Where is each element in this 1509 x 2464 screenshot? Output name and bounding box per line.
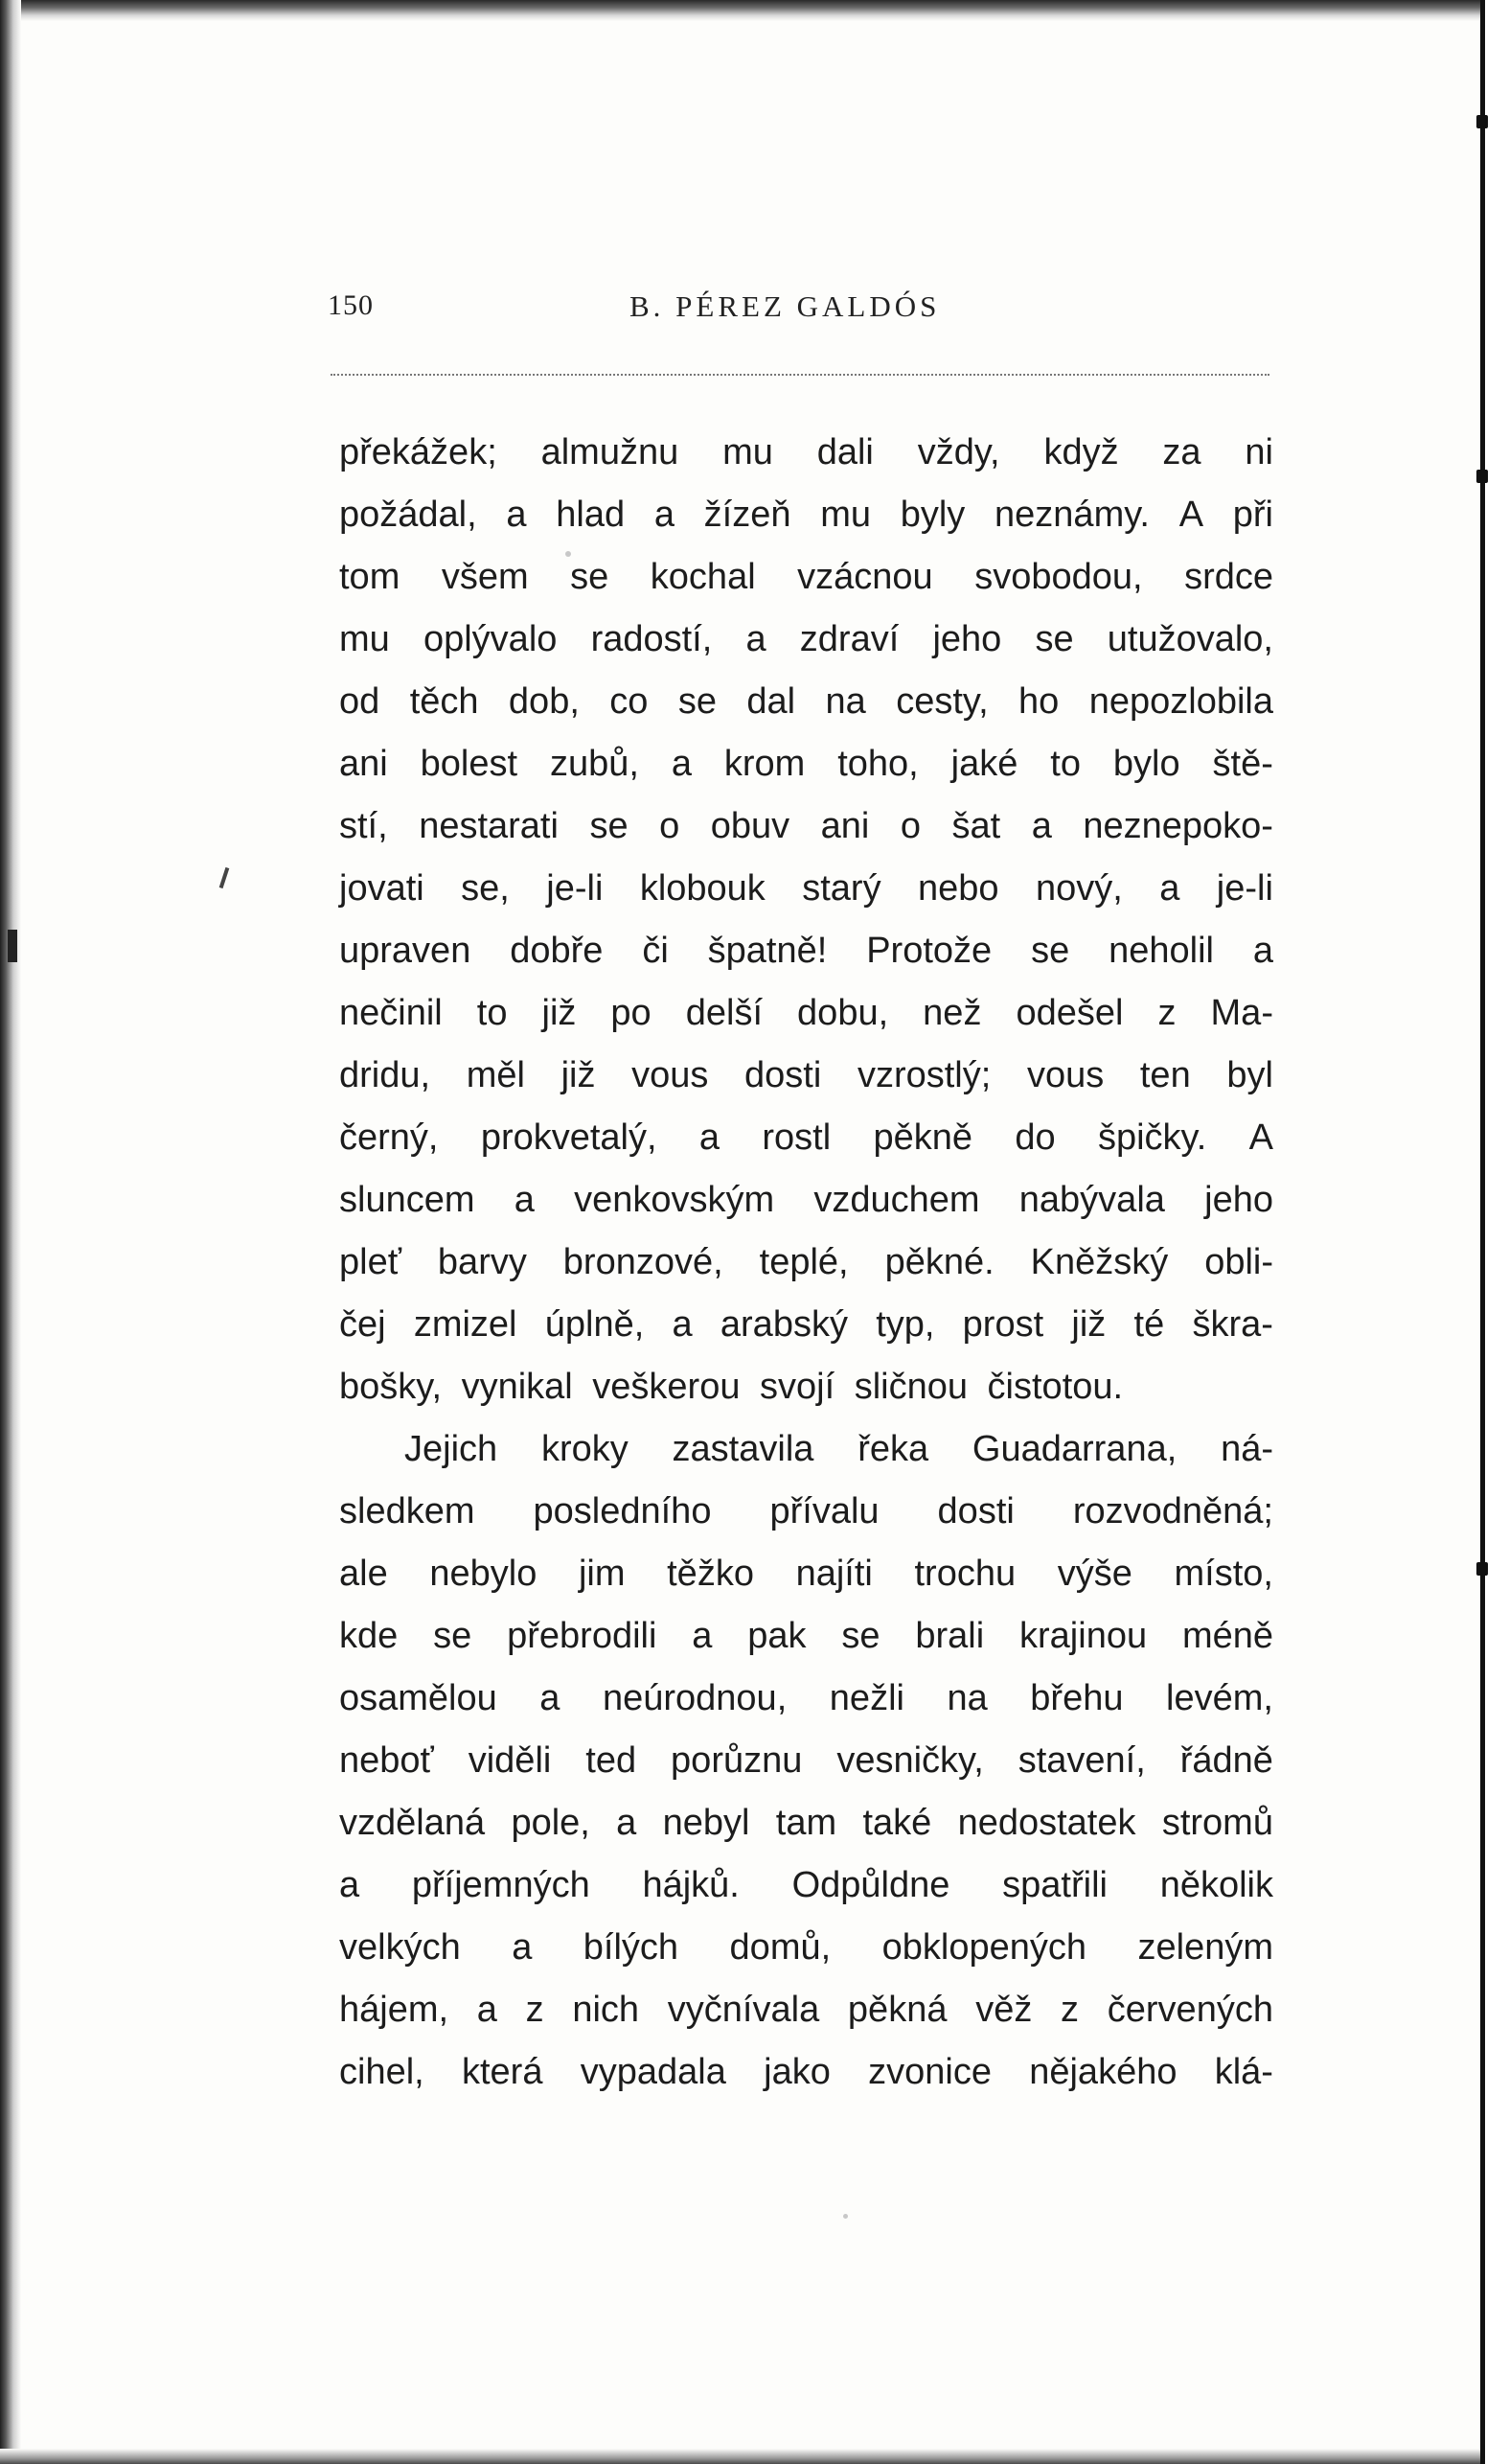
text-line: sledkem posledního přívalu dosti rozvodněná; bbox=[339, 1491, 1273, 1531]
edge-mark bbox=[1476, 115, 1488, 128]
edge-mark bbox=[1476, 1562, 1488, 1576]
body-text bbox=[339, 422, 1273, 2104]
text-line: neboť viděli ted porůznu vesničky, stavení, řádně bbox=[339, 1740, 1273, 1781]
text-line: ale nebylo jim těžko najíti trochu výše místo, bbox=[339, 1554, 1273, 1594]
text-line: dridu, měl již vous dosti vzrostlý; vous ten byl bbox=[339, 1055, 1273, 1095]
stray-pen-mark bbox=[219, 867, 230, 888]
scan-top-edge bbox=[0, 0, 1509, 21]
text-line: sluncem a venkovským vzduchem nabývala jeho bbox=[339, 1180, 1273, 1220]
text-line: pleť barvy bronzové, teplé, pěkné. Kněžský obli- bbox=[339, 1242, 1273, 1282]
text-line: upraven dobře či špatně! Protože se neholil a bbox=[339, 931, 1273, 971]
text-line: stí, nestarati se o obuv ani o šat a neznepoko- bbox=[339, 806, 1273, 846]
text-line: od těch dob, co se dal na cesty, ho nepozlobila bbox=[339, 681, 1273, 722]
text-line: bošky, vynikal veškerou svojí sličnou čistotou. bbox=[339, 1367, 1124, 1407]
text-line: čej zmizel úplně, a arabský typ, prost již té škra- bbox=[339, 1304, 1273, 1345]
text-line: černý, prokvetalý, a rostl pěkně do špičky. A bbox=[339, 1117, 1273, 1158]
text-line: velkých a bílých domů, obklopených zeleným bbox=[339, 1927, 1273, 1968]
text-line: hájem, a z nich vyčnívala pěkná věž z červených bbox=[339, 1990, 1273, 2030]
scan-right-margin bbox=[1484, 0, 1509, 2464]
edge-mark bbox=[1476, 470, 1488, 483]
text-line: překážek; almužnu mu dali vždy, když za ni bbox=[339, 432, 1273, 472]
running-title: B. PÉREZ GALDÓS bbox=[629, 289, 941, 323]
text-line: nečinil to již po delší dobu, než odešel z Ma- bbox=[339, 993, 1273, 1033]
text-line: ani bolest zubů, a krom toho, jaké to bylo ště- bbox=[339, 744, 1273, 784]
text-line: jovati se, je-li klobouk starý nebo nový, a je-li bbox=[339, 868, 1273, 909]
scan-bottom-edge bbox=[0, 2449, 1509, 2464]
text-line: osamělou a neúrodnou, nežli na břehu levém, bbox=[339, 1678, 1273, 1718]
left-edge-notch bbox=[8, 930, 17, 962]
text-line: vzdělaná pole, a nebyl tam také nedostatek stromů bbox=[339, 1803, 1273, 1843]
text-line: cihel, která vypadala jako zvonice nějakého klá- bbox=[339, 2052, 1273, 2092]
header-dotted-rule bbox=[331, 374, 1269, 376]
text-line: Jejich kroky zastavila řeka Guadarrana, ná- bbox=[404, 1429, 1273, 1469]
scan-left-edge bbox=[0, 0, 21, 2464]
text-line: a příjemných hájků. Odpůldne spatřili několik bbox=[339, 1865, 1273, 1905]
text-line: kde se přebrodili a pak se brali krajinou méně bbox=[339, 1616, 1273, 1656]
text-line: tom všem se kochal vzácnou svobodou, srdce bbox=[339, 557, 1273, 597]
page-number: 150 bbox=[328, 289, 374, 321]
scan-right-border-line bbox=[1480, 0, 1485, 2464]
text-line: mu oplývalo radostí, a zdraví jeho se utužovalo, bbox=[339, 619, 1273, 659]
running-head bbox=[328, 286, 1286, 334]
text-line: požádal, a hlad a žízeň mu byly neznámy. A při bbox=[339, 495, 1273, 535]
paper-speck bbox=[843, 2214, 848, 2219]
